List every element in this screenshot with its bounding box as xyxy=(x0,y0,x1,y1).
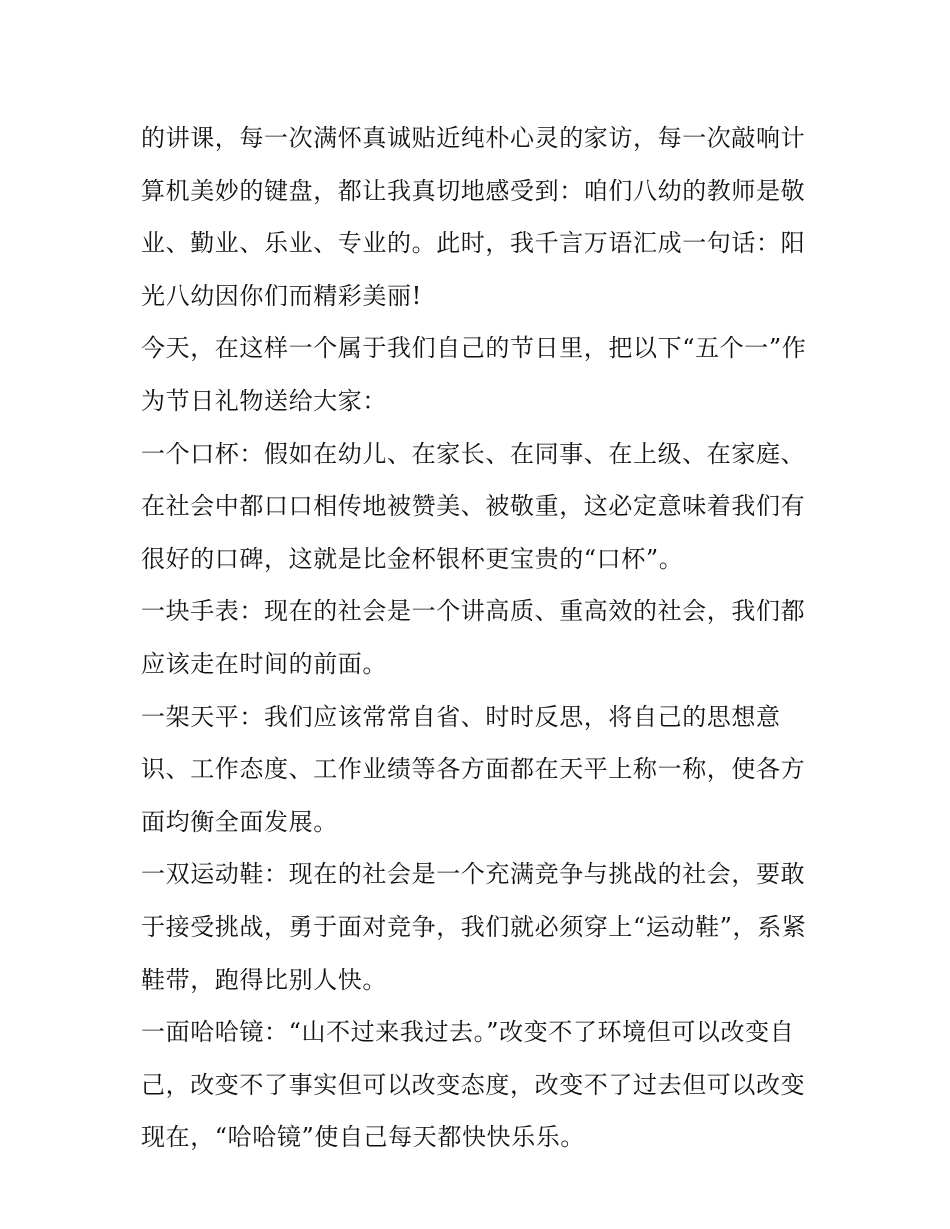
text-line: 今天，在这样一个属于我们自己的节日里，把以下“五个一”作 xyxy=(141,334,807,363)
text-line: 为节日礼物送给大家： xyxy=(141,386,387,415)
document-page xyxy=(141,112,821,1164)
text-line: 应该走在时间的前面。 xyxy=(141,649,387,678)
text-line: 的讲课，每一次满怀真诚贴近纯朴心灵的家访，每一次敲响计 xyxy=(141,124,806,152)
text-line: 面均衡全面发展。 xyxy=(141,807,338,836)
text-line: 识、工作态度、工作业绩等各方面都在天平上称一称，使各方 xyxy=(141,755,806,784)
text-line: 光八幼因你们而精彩美丽! xyxy=(141,281,422,310)
text-line: 于接受挑战，勇于面对竞争，我们就必须穿上“运动鞋”，系紧 xyxy=(141,912,807,941)
text-line: 现在，“哈哈镜”使自己每天都快快乐乐。 xyxy=(141,1123,585,1152)
text-line: 一个口杯：假如在幼儿、在家长、在同事、在上级、在家庭、 xyxy=(141,439,806,468)
text-line: 鞋带，跑得比别人快。 xyxy=(141,965,387,994)
text-line: 一双运动鞋：现在的社会是一个充满竞争与挑战的社会，要敢 xyxy=(141,860,806,889)
text-line: 在社会中都口口相传地被赞美、被敬重，这必定意味着我们有 xyxy=(141,492,806,521)
text-line: 很好的口碑，这就是比金杯银杯更宝贵的“口杯”。 xyxy=(141,544,684,573)
text-line: 一架天平：我们应该常常自省、时时反思，将自己的思想意 xyxy=(141,702,781,731)
text-line: 己，改变不了事实但可以改变态度，改变不了过去但可以改变 xyxy=(141,1070,806,1099)
text-line: 算机美妙的键盘，都让我真切地感受到：咱们八幼的教师是敬 xyxy=(141,176,806,205)
text-line: 一面哈哈镜：“山不过来我过去。”改变不了环境但可以改变自 xyxy=(141,1018,795,1047)
text-line: 一块手表：现在的社会是一个讲高质、重高效的社会，我们都 xyxy=(141,597,806,626)
text-line: 业、勤业、乐业、专业的。此时，我千言万语汇成一句话：阳 xyxy=(141,229,806,258)
